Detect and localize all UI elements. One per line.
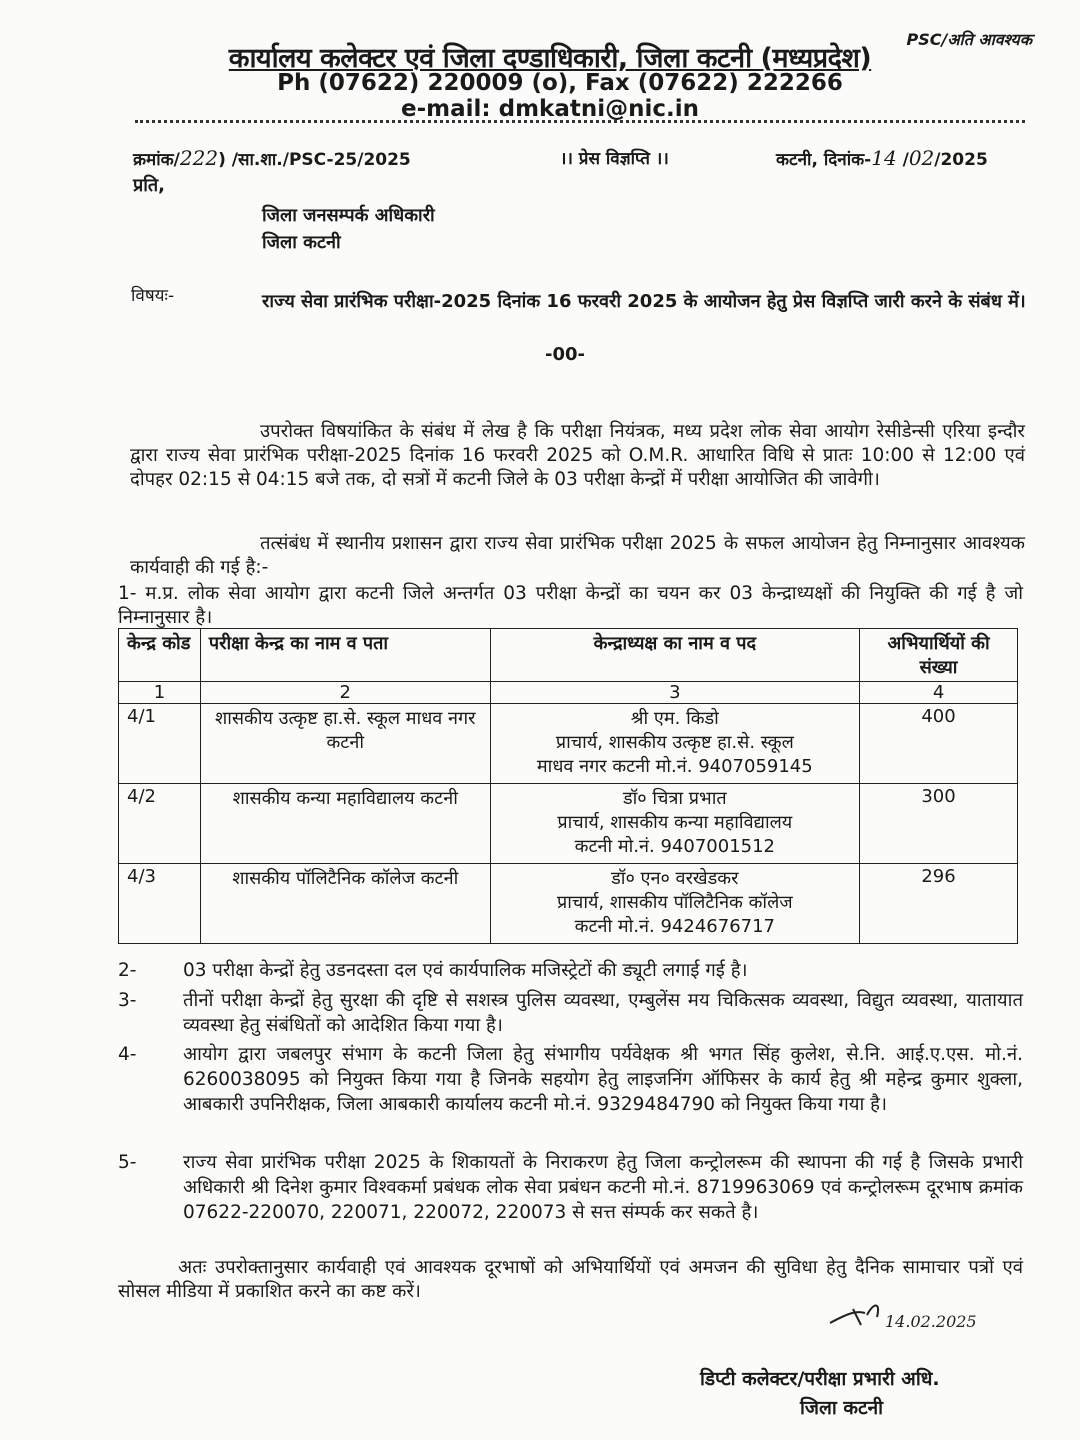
- header-superintendent: केन्द्राध्यक्ष का नाम व पद: [490, 629, 860, 682]
- signatory-designation: डिप्टी कलेक्टर/परीक्षा प्रभारी अधि.: [700, 1368, 940, 1390]
- signatory-place: जिला कटनी: [800, 1397, 884, 1419]
- center-code: 4/1: [119, 704, 201, 784]
- body-paragraph-2: तत्संबंध में स्थानीय प्रशासन द्वारा राज्य सेवा प्रारंभिक परीक्षा 2025 के सफल आयोजन हेतु निम्नानुसार आवश्यक कार्यवाही की गई है:-: [130, 533, 1025, 578]
- body-item-1: 1- म.प्र. लोक सेवा आयोग द्वारा कटनी जिले अन्तर्गत 03 परीक्षा केन्द्रों का चयन कर 03 केन्द्राध्यक्षों की नियुक्ति की गई है जो निम्नानुसार है।: [118, 583, 1023, 628]
- center-name: शासकीय कन्या महाविद्यालय कटनी: [200, 784, 490, 864]
- candidate-count: 296: [860, 864, 1018, 944]
- office-title: कार्यालय कलेक्टर एवं जिला दण्डाधिकारी, जिला कटनी (मध्यप्रदेश): [228, 43, 872, 74]
- subject-text: राज्य सेवा प्रारंभिक परीक्षा-2025 दिनांक 16 फरवरी 2025 के आयोजन हेतु प्रेस विज्ञप्ति जारी करने के संबंध में।: [262, 291, 1026, 312]
- header-candidate-count: अभियार्थियों की संख्या: [860, 629, 1018, 682]
- header-center-name: परीक्षा केन्द्र का नाम व पता: [200, 629, 490, 682]
- candidate-count: 300: [860, 784, 1018, 864]
- press-release-label: ।। प्रेस विज्ञप्ति ।।: [560, 149, 669, 169]
- exam-centers-table: [118, 628, 1018, 944]
- reference-number: क्रमांक/222) /सा.शा./PSC-25/2025: [133, 146, 411, 170]
- recipient-prefix: प्रति,: [133, 175, 166, 196]
- corner-note: PSC/अति आवश्यक: [906, 30, 1032, 49]
- table-column-number-row: 1 2 3 4: [119, 682, 1018, 704]
- body-paragraph-1: उपरोक्त विषयांकित के संबंध में लेख है कि परीक्षा नियंत्रक, मध्य प्रदेश लोक सेवा आयोग रेसीडेन्सी एरिया इन्दौर द्वारा राज्य सेवा प्रारंभिक परीक्षा-2025 दिनांक 16 फरवरी 2025 को O.M.R. आधारित विधि से प्रातः 10:00 से 12:00 एवं दोपहर 02:15 से 04:15 बजे तक, दो सत्रों में कटनी जिले के 03 परीक्षा केन्द्रों में परीक्षा आयोजित की जावेगी।: [130, 421, 1025, 490]
- center-name: शासकीय पॉलिटैनिक कॉलेज कटनी: [200, 864, 490, 944]
- table-row: [119, 864, 1018, 944]
- svg-text:14.02.2025: 14.02.2025: [885, 1312, 977, 1331]
- header-divider: [135, 120, 1025, 123]
- subject-label: विषयः-: [131, 286, 175, 306]
- candidate-count: 400: [860, 704, 1018, 784]
- subject-separator: -00-: [545, 344, 585, 365]
- phone-line: Ph (07622) 220009 (o), Fax (07622) 222266: [277, 70, 843, 96]
- closing-paragraph: अतः उपरोक्तानुसार कार्यवाही एवं आवश्यक दूरभाषों को अभियार्थियों एवं अमजन की सुविधा हेतु दैनिक सामाचार पत्रों एवं सोसल मीडिया में प्रकाशित करने का कष्ट करें।: [118, 1257, 1023, 1302]
- center-name: शासकीय उत्कृष्ट हा.से. स्कूल माधव नगर कटनी: [200, 704, 490, 784]
- list-item: 4- आयोग द्वारा जबलपुर संभाग के कटनी जिला हेतु संभागीय पर्यवेक्षक श्री भगत सिंह कुलेश, से.नि. आई.ए.एस. मो.नं. 6260038095 को नियुक्त किया गया है जिनके सहयोग हेतु लाइजनिंग ऑफिसर के कार्य हेतु श्री महेन्द्र कुमार शुक्ला, आबकारी उपनिरीक्षक, जिला आबकारी कार्यालय कटनी मो.नं. 9329484790 को नियुक्त किया गया है।: [118, 1044, 1023, 1115]
- center-code: 4/2: [119, 784, 201, 864]
- table-row: [119, 784, 1018, 864]
- list-item: 2- 03 परीक्षा केन्द्रों हेतु उडनदस्ता दल एवं कार्यपालिक मजिस्ट्रेटों की ड्यूटी लगाई गई है।: [118, 960, 748, 981]
- table-header-row: [119, 629, 1018, 682]
- superintendent: श्री एम. किडो प्राचार्य, शासकीय उत्कृष्ट हा.से. स्कूल माधव नगर कटनी मो.नं. 9407059145: [490, 704, 860, 784]
- letter-date: कटनी, दिनांक-14 /02/2025: [776, 146, 988, 170]
- email-line: e-mail: dmkatni@nic.in: [401, 96, 699, 122]
- superintendent: डॉ० एन० वरखेडकर प्राचार्य, शासकीय पॉलिटैनिक कॉलेज कटनी मो.नं. 9424676717: [490, 864, 860, 944]
- recipient-line-2: जिला कटनी: [262, 232, 341, 253]
- ref-handwritten-number: 222: [179, 146, 219, 170]
- list-item: 3- तीनों परीक्षा केन्द्रों हेतु सुरक्षा की दृष्टि से सशस्त्र पुलिस व्यवस्था, एम्बुलेंस मय चिकित्सक व्यवस्था, विद्युत व्यवस्था, यातायात व्यवस्था हेतु संबंधितों को आदेशित किया गया है।: [118, 990, 1023, 1036]
- handwritten-signature: [825, 1285, 1015, 1339]
- center-code: 4/3: [119, 864, 201, 944]
- recipient-line-1: जिला जनसम्पर्क अधिकारी: [262, 205, 435, 226]
- table-row: [119, 704, 1018, 784]
- list-item: 5- राज्य सेवा प्रारंभिक परीक्षा 2025 के शिकायतों के निराकरण हेतु जिला कन्ट्रोलरूम की स्थापना की गई है जिसके प्रभारी अधिकारी श्री दिनेश कुमार विश्वकर्मा प्रबंधक लोक सेवा प्रबंधन कटनी मो.नं. 8719963069 एवं कन्ट्रोलरूम दूरभाष क्रमांक 07622-220070, 220071, 220072, 220073 से सत्त संम्पर्क कर सकते है।: [118, 1152, 1023, 1223]
- superintendent: डॉ० चित्रा प्रभात प्राचार्य, शासकीय कन्या महाविद्यालय कटनी मो.नं. 9407001512: [490, 784, 860, 864]
- header-center-code: केन्द्र कोड: [119, 629, 201, 682]
